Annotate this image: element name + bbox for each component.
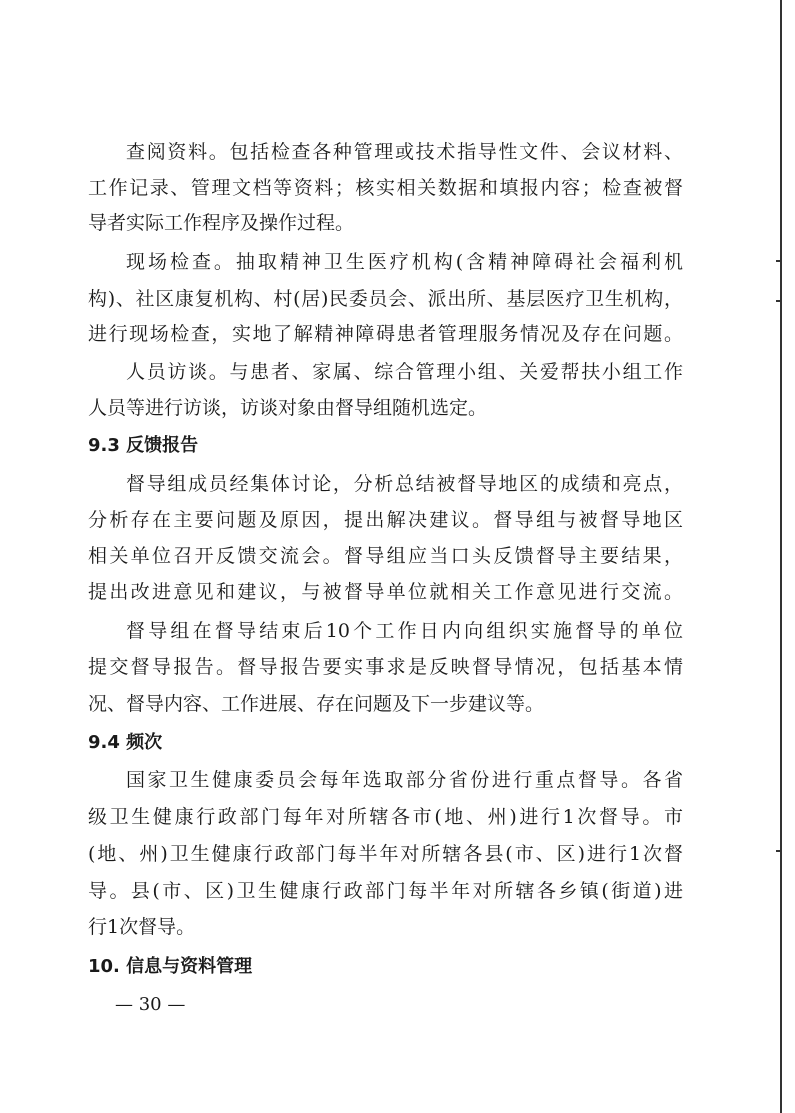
page-number: — 30 — — [115, 994, 186, 1015]
text-line: 现场检查。抽取精神卫生医疗机构(含精神障碍社会福利机 — [126, 251, 683, 273]
text-line: 相关单位召开反馈交流会。督导组应当口头反馈督导主要结果， — [88, 545, 683, 567]
section-heading-9-4: 9.4 频次 — [88, 732, 163, 753]
text-line: 人员访谈。与患者、家属、综合管理小组、关爱帮扶小组工作 — [126, 361, 683, 383]
text-line: 查阅资料。包括检查各种管理或技术指导性文件、会议材料、 — [126, 141, 683, 163]
text-line: 国家卫生健康委员会每年选取部分省份进行重点督导。各省 — [126, 769, 683, 791]
text-line: 导。县(市、区)卫生健康行政部门每半年对所辖各乡镇(街道)进 — [88, 880, 683, 902]
text-line: 况、督导内容、工作进展、存在问题及下一步建议等。 — [88, 693, 545, 715]
text-line: 工作记录、管理文档等资料；核实相关数据和填报内容；检查被督 — [88, 177, 683, 199]
text-line: 分析存在主要问题及原因，提出解决建议。督导组与被督导地区 — [88, 509, 683, 531]
scan-edge-tick — [776, 850, 782, 852]
text-line: 提出改进意见和建议，与被督导单位就相关工作意见进行交流。 — [88, 581, 683, 603]
text-line: (地、州)卫生健康行政部门每半年对所辖各县(市、区)进行1次督 — [88, 843, 683, 865]
section-heading-10: 10. 信息与资料管理 — [88, 956, 253, 977]
text-line: 督导组在督导结束后10个工作日内向组织实施督导的单位 — [126, 620, 683, 642]
text-line: 导者实际工作程序及操作过程。 — [88, 212, 355, 234]
section-heading-9-3: 9.3 反馈报告 — [88, 435, 199, 456]
text-line: 构)、社区康复机构、村(居)民委员会、派出所、基层医疗卫生机构， — [88, 288, 683, 310]
text-line: 进行现场检查，实地了解精神障碍患者管理服务情况及存在问题。 — [88, 323, 683, 345]
scan-edge-tick — [776, 260, 782, 262]
text-line: 级卫生健康行政部门每年对所辖各市(地、州)进行1次督导。市 — [88, 806, 683, 828]
scan-edge-tick — [776, 300, 782, 302]
scan-edge-line — [780, 0, 782, 1113]
text-line: 人员等进行访谈，访谈对象由督导组随机选定。 — [88, 397, 488, 419]
text-line: 督导组成员经集体讨论，分析总结被督导地区的成绩和亮点， — [126, 473, 683, 495]
text-line: 行1次督导。 — [88, 916, 196, 938]
text-line: 提交督导报告。督导报告要实事求是反映督导情况，包括基本情 — [88, 656, 683, 678]
